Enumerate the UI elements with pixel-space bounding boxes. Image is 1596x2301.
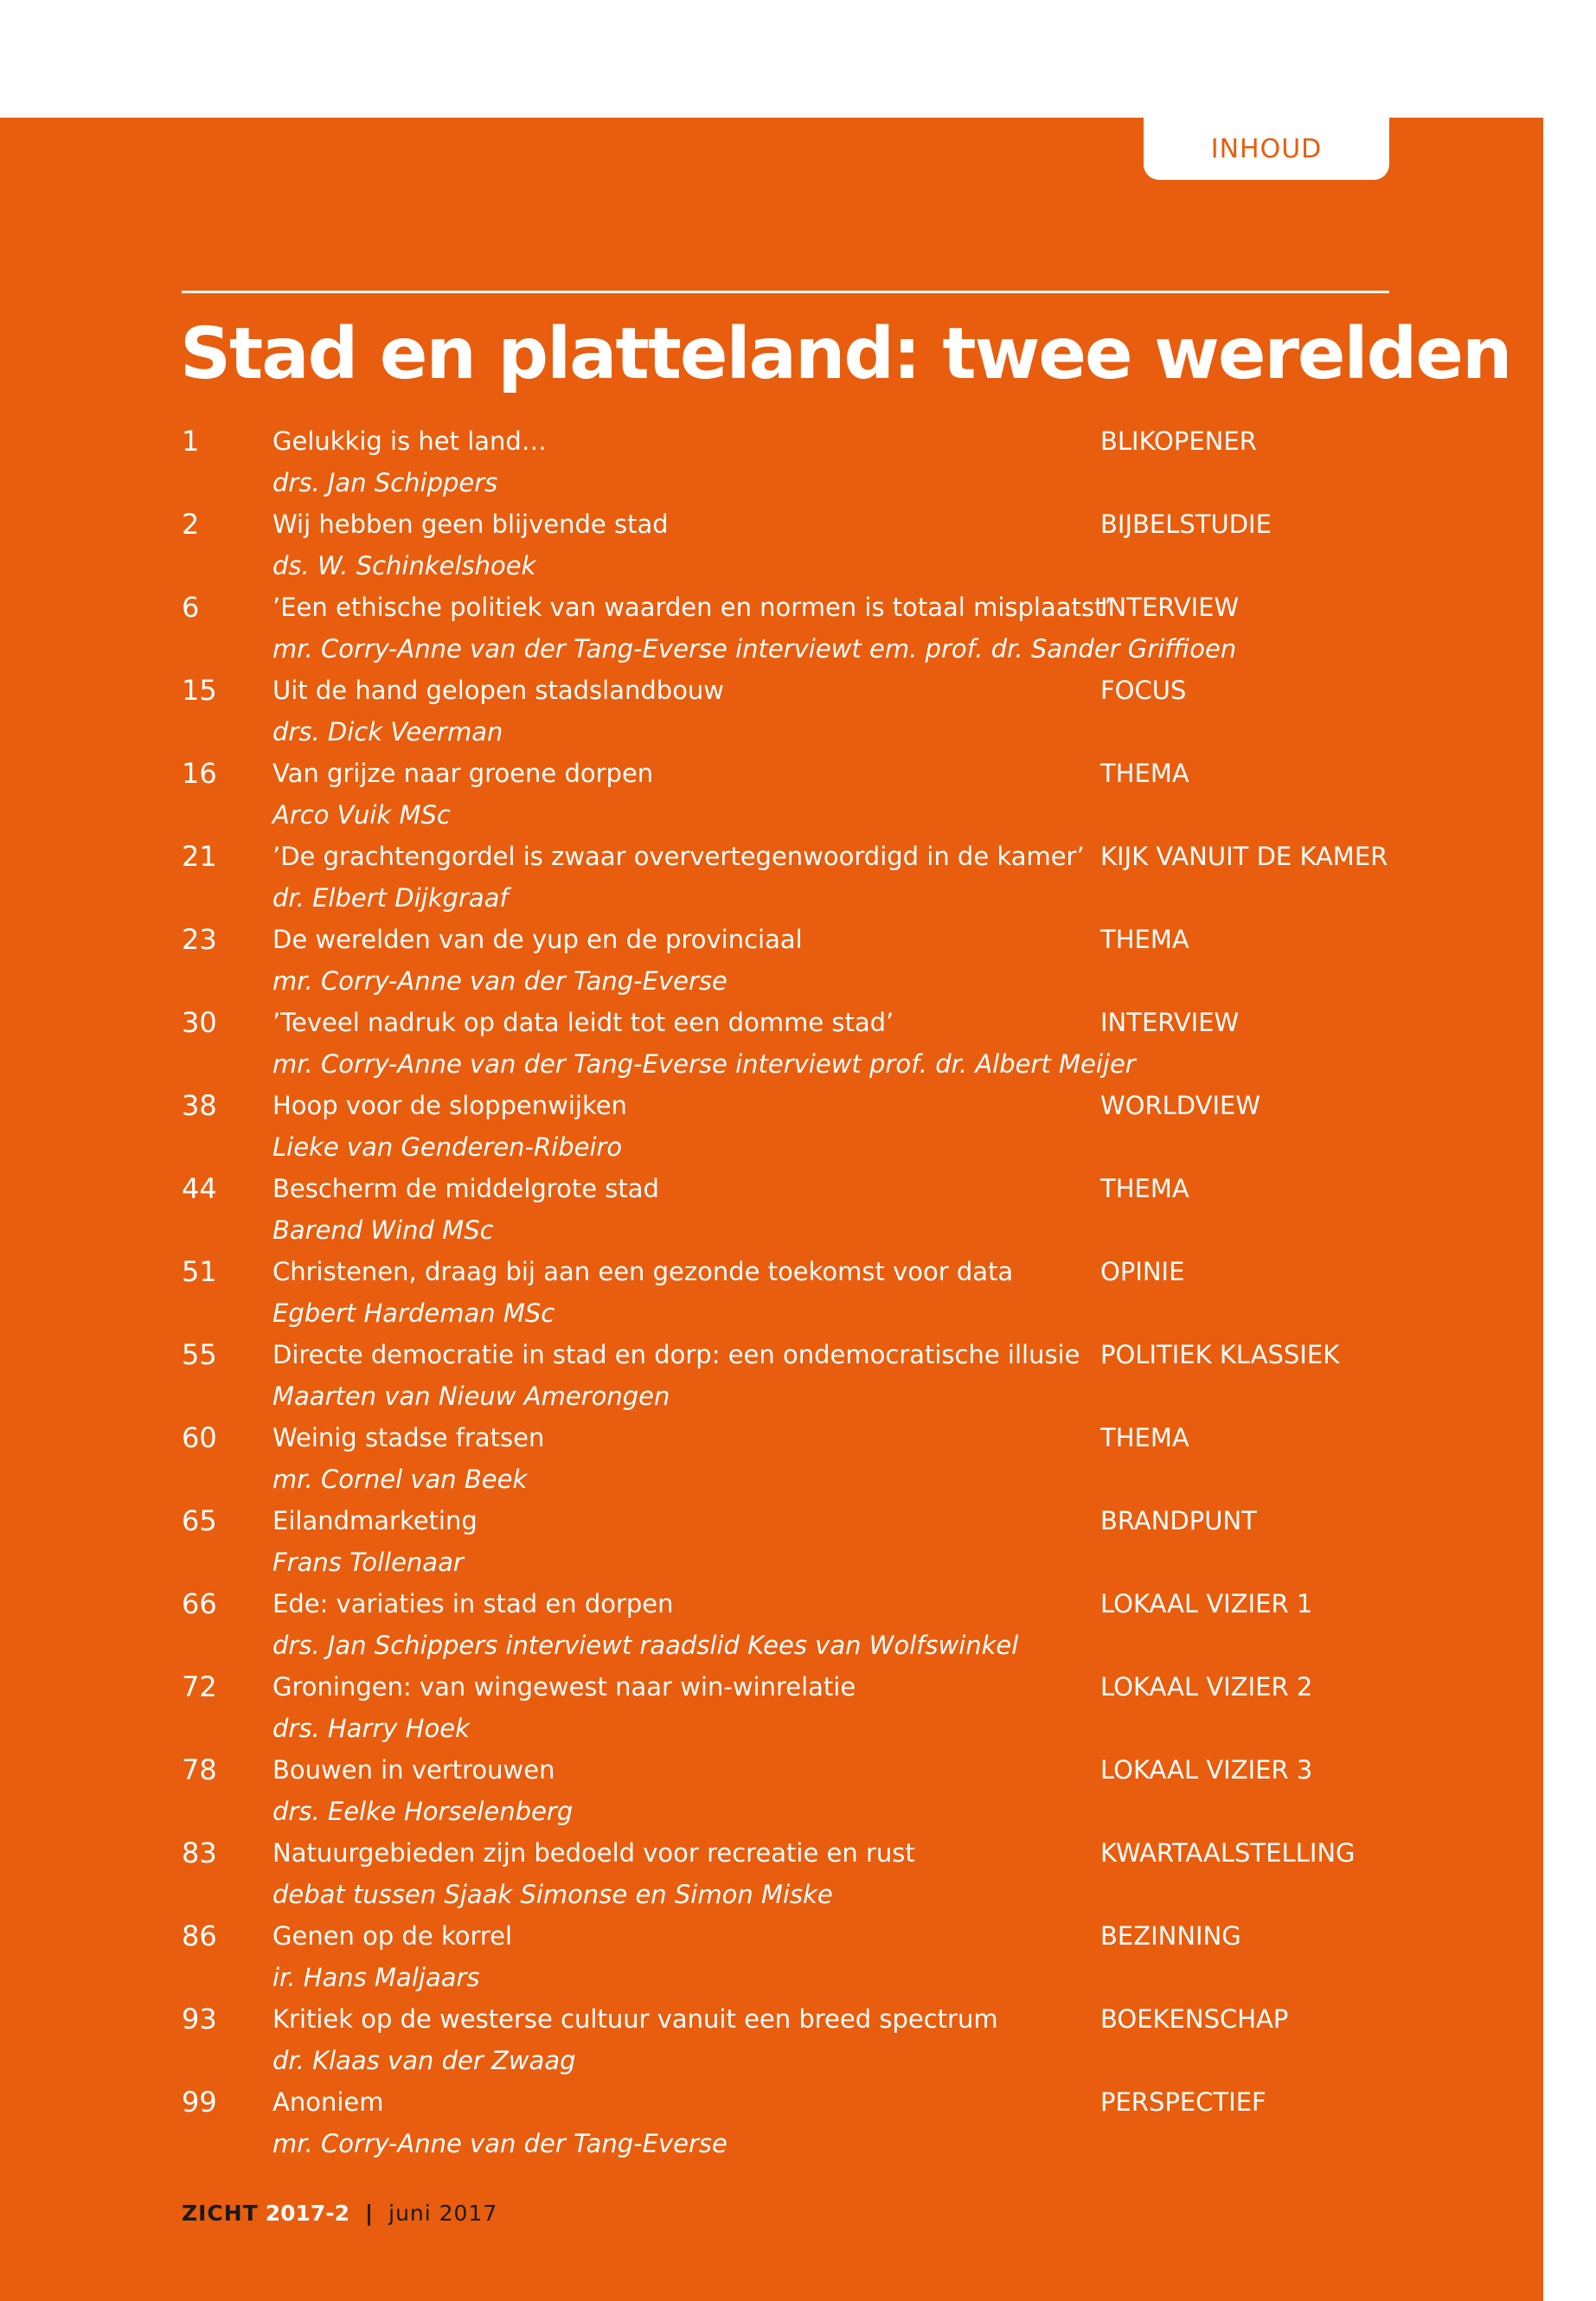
toc-entry-author: debat tussen Sjaak Simonse en Simon Miske (272, 1880, 833, 1909)
toc-entry (182, 1749, 1410, 1832)
toc-page-number: 1 (182, 425, 200, 458)
toc-entry-title: Natuurgebieden zijn bedoeld voor recreatie en rust (272, 1838, 915, 1868)
toc-entry-title: Genen op de korrel (272, 1921, 513, 1951)
toc-entry-author: drs. Jan Schippers interviewt raadslid Kees van Wolfswinkel (272, 1631, 1019, 1660)
toc-entry-category: BLIKOPENER (1100, 426, 1257, 456)
toc-entry-title: Ede: variaties in stad en dorpen (272, 1589, 674, 1618)
toc-entry (182, 1500, 1410, 1583)
toc-page-number: 21 (182, 840, 217, 873)
title-divider (182, 291, 1389, 293)
toc-entry (182, 1832, 1410, 1915)
toc-page-number: 23 (182, 923, 217, 956)
toc-entry-author: Frans Tollenaar (272, 1548, 464, 1577)
toc-entry-title: Gelukkig is het land… (272, 426, 547, 456)
toc-entry-title: Bouwen in vertrouwen (272, 1755, 555, 1785)
toc-entry (182, 503, 1410, 586)
toc-entry-title: De werelden van de yup en de provinciaal (272, 925, 803, 954)
toc-entry (182, 919, 1410, 1002)
toc-entry-author: ds. W. Schinkelshoek (272, 551, 536, 580)
toc-entry-author: mr. Corry-Anne van der Tang-Everse interviewt prof. dr. Albert Meijer (272, 1049, 1136, 1079)
toc-page-number: 83 (182, 1836, 217, 1869)
table-of-contents (182, 420, 1410, 2164)
toc-entry (182, 2081, 1410, 2164)
toc-page-number: 72 (182, 1670, 217, 1703)
toc-page-number: 86 (182, 1920, 217, 1952)
toc-entry-author: mr. Corry-Anne van der Tang-Everse (272, 966, 727, 996)
toc-entry-author: Lieke van Genderen-Ribeiro (272, 1132, 623, 1162)
footer-date: juni 2017 (388, 2201, 498, 2226)
toc-entry-category: PERSPECTIEF (1100, 2087, 1266, 2117)
toc-entry (182, 836, 1410, 919)
toc-entry-title: Van grijze naar groene dorpen (272, 759, 654, 788)
toc-entry-category: BEZINNING (1100, 1921, 1241, 1951)
toc-entry-title: Uit de hand gelopen stadslandbouw (272, 676, 725, 705)
content-panel (0, 118, 1543, 2301)
toc-entry (182, 586, 1410, 670)
toc-page-number: 2 (182, 508, 200, 541)
toc-entry-author: mr. Corry-Anne van der Tang-Everse (272, 2129, 727, 2158)
toc-entry-category: WORLDVIEW (1100, 1091, 1261, 1120)
toc-page-number: 78 (182, 1753, 217, 1786)
toc-entry (182, 1998, 1410, 2081)
toc-entry-category: KWARTAALSTELLING (1100, 1838, 1356, 1868)
toc-entry (182, 670, 1410, 753)
toc-page-number: 44 (182, 1172, 217, 1205)
toc-entry-category: LOKAAL VIZIER 3 (1100, 1755, 1313, 1785)
toc-page-number: 15 (182, 674, 217, 707)
toc-entry-author: mr. Corry-Anne van der Tang-Everse interviewt em. prof. dr. Sander Griffioen (272, 634, 1237, 663)
toc-entry-author: Maarten van Nieuw Amerongen (272, 1381, 670, 1411)
toc-entry-category: INTERVIEW (1100, 1008, 1240, 1037)
toc-entry-author: Arco Vuik MSc (272, 800, 451, 830)
toc-entry (182, 1251, 1410, 1334)
toc-entry-category: BOEKENSCHAP (1100, 2004, 1289, 2034)
toc-page-number: 99 (182, 2086, 217, 2118)
toc-entry-category: THEMA (1100, 759, 1189, 788)
toc-entry-category: BRANDPUNT (1100, 1506, 1257, 1535)
toc-entry (182, 1002, 1410, 1085)
toc-entry-title: Kritiek op de westerse cultuur vanuit een breed spectrum (272, 2004, 998, 2034)
toc-entry-category: THEMA (1100, 925, 1189, 954)
toc-entry-category: LOKAAL VIZIER 1 (1100, 1589, 1313, 1618)
toc-entry-author: Barend Wind MSc (272, 1215, 494, 1245)
toc-entry (182, 1417, 1410, 1500)
footer-separator: | (365, 2201, 374, 2226)
toc-entry-author: Egbert Hardeman MSc (272, 1298, 555, 1328)
section-tab-label: INHOUD (1210, 133, 1323, 164)
toc-entry-author: dr. Elbert Dijkgraaf (272, 883, 509, 913)
toc-entry-author: mr. Cornel van Beek (272, 1465, 528, 1494)
toc-entry-title: ’Een ethische politiek van waarden en normen is totaal misplaatst’ (272, 593, 1112, 622)
toc-page-number: 38 (182, 1089, 217, 1122)
toc-page-number: 65 (182, 1504, 217, 1537)
toc-entry-category: THEMA (1100, 1174, 1189, 1203)
toc-entry (182, 1334, 1410, 1417)
toc-entry-title: Hoop voor de sloppenwijken (272, 1091, 627, 1120)
toc-entry (182, 1085, 1410, 1168)
toc-entry (182, 420, 1410, 503)
toc-entry-author: drs. Eelke Horselenberg (272, 1797, 574, 1826)
toc-page-number: 55 (182, 1338, 217, 1371)
toc-entry (182, 1583, 1410, 1666)
toc-entry-author: ir. Hans Maljaars (272, 1963, 480, 1992)
toc-entry-category: THEMA (1100, 1423, 1189, 1452)
page-footer (182, 2201, 497, 2226)
toc-page-number: 16 (182, 757, 217, 790)
toc-entry (182, 1666, 1410, 1749)
toc-page-number: 66 (182, 1587, 217, 1620)
toc-entry-category: BIJBELSTUDIE (1100, 510, 1272, 539)
toc-entry-category: LOKAAL VIZIER 2 (1100, 1672, 1313, 1702)
toc-page-number: 6 (182, 591, 200, 624)
section-tab (1144, 118, 1389, 180)
toc-entry-title: Anoniem (272, 2087, 384, 2117)
toc-page-number: 30 (182, 1006, 217, 1039)
toc-entry-category: INTERVIEW (1100, 593, 1240, 622)
toc-entry-author: drs. Harry Hoek (272, 1714, 470, 1743)
toc-entry (182, 1915, 1410, 1998)
toc-entry-author: drs. Jan Schippers (272, 468, 498, 497)
toc-entry (182, 753, 1410, 836)
toc-entry-title: Bescherm de middelgrote stad (272, 1174, 659, 1203)
toc-page-number: 93 (182, 2003, 217, 2035)
toc-entry-category: KIJK VANUIT DE KAMER (1100, 842, 1388, 871)
toc-entry-category: POLITIEK KLASSIEK (1100, 1340, 1340, 1369)
toc-entry-title: Directe democratie in stad en dorp: een ondemocratische illusie (272, 1340, 1080, 1369)
toc-entry-title: ’De grachtengordel is zwaar oververtegenwoordigd in de kamer’ (272, 842, 1085, 871)
toc-entry-title: Eilandmarketing (272, 1506, 478, 1535)
toc-entry (182, 1168, 1410, 1251)
toc-entry-author: drs. Dick Veerman (272, 717, 503, 747)
footer-brand: ZICHT (182, 2201, 259, 2226)
toc-page-number: 60 (182, 1421, 217, 1454)
footer-issue: 2017-2 (265, 2201, 350, 2226)
toc-entry-title: Groningen: van wingewest naar win-winrelatie (272, 1672, 856, 1702)
toc-entry-title: ’Teveel nadruk op data leidt tot een domme stad’ (272, 1008, 894, 1037)
toc-page-number: 51 (182, 1255, 217, 1288)
toc-entry-category: OPINIE (1100, 1257, 1185, 1286)
toc-entry-author: dr. Klaas van der Zwaag (272, 2046, 576, 2075)
toc-entry-title: Weinig stadse fratsen (272, 1423, 545, 1452)
page-title: Stad en platteland: twee werelden (180, 313, 1511, 395)
toc-entry-title: Wij hebben geen blijvende stad (272, 510, 669, 539)
toc-entry-category: FOCUS (1100, 676, 1187, 705)
toc-entry-title: Christenen, draag bij aan een gezonde toekomst voor data (272, 1257, 1014, 1286)
